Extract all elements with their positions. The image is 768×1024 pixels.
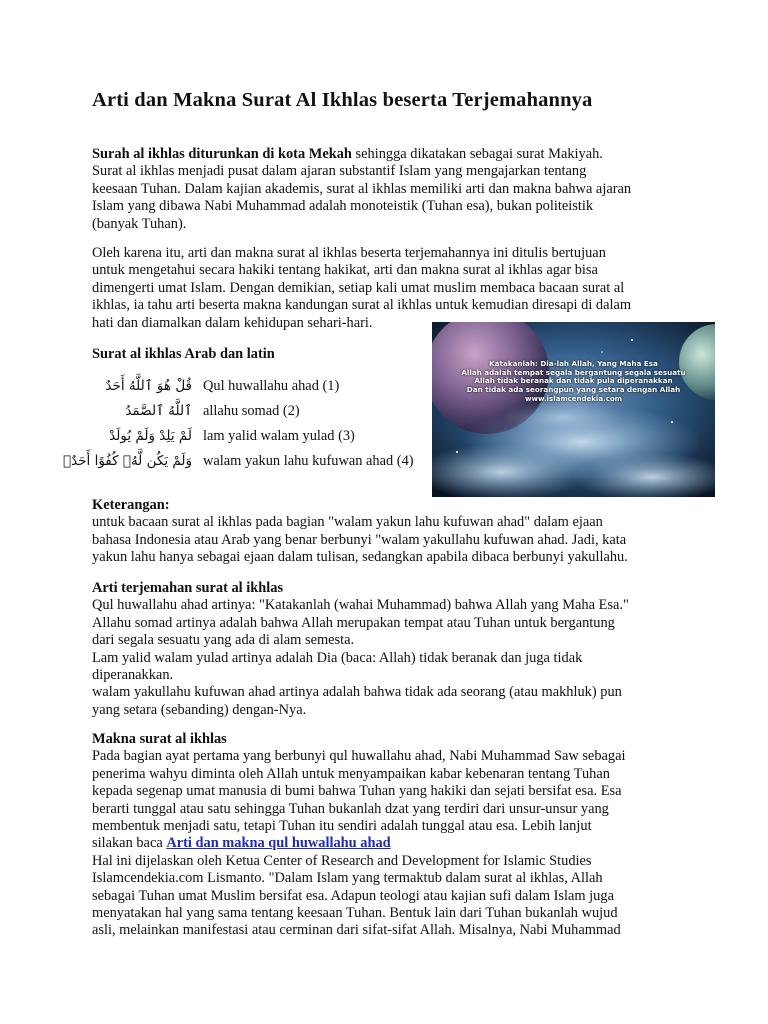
verse-row xyxy=(92,378,432,398)
makna-line: berarti tunggal atau satu sehingga Tuhan bukanlah dzat yang terdiri dari unsur-unsur yang xyxy=(92,800,609,817)
verse-arabic: وَلَمْ يَكُن لَّهُۥ كُفُوًا أَحَدٌۢ xyxy=(63,453,192,469)
keterangan-section xyxy=(92,497,682,567)
intro-line: (banyak Tuhan). xyxy=(92,215,187,232)
keterangan-line: yakun lahu hanya sebagai ejaan dalam tulisan, sedangkan apabila dibaca berbunyi yakullahu. xyxy=(92,549,628,566)
purpose-line: hati dan diamalkan dalam kehidupan sehari-hari. xyxy=(92,314,373,331)
arti-line: walam yakullahu kufuwan ahad artinya adalah bahwa tidak ada seorang (atau makhluk) pun xyxy=(92,684,622,701)
link-prefix: silakan baca xyxy=(92,835,167,852)
keterangan-line: bahasa Indonesia atau Arab yang benar berbunyi "walam yakullahu kufuwan ahad. Jadi, kata xyxy=(92,531,627,548)
caption-url: www.islamcendekia.com xyxy=(525,395,622,404)
arab-latin-heading: Surat al ikhlas Arab dan latin xyxy=(92,346,275,362)
verse-latin: walam yakun lahu kufuwan ahad (4) xyxy=(203,453,414,469)
makna-line: Islamcendekia.com Lismanto. "Dalam Islam yang termaktub dalam surat al ikhlas, Allah xyxy=(92,870,603,887)
purpose-line: dimengerti umat Islam. Dengan demikian, setiap kali umat muslim membaca bacaan surat al xyxy=(92,279,625,296)
purpose-line: ikhlas, ia tahu arti beserta makna kandungan surat al ikhlas untuk kemudian diresapi di dalam xyxy=(92,297,632,314)
caption-line: Katakanlah: Dia-lah Allah, Yang Maha Esa xyxy=(489,359,658,368)
verse-latin: Qul huwallahu ahad (1) xyxy=(203,378,340,394)
intro-bold-lead: Surah al ikhlas diturunkan di kota Mekah xyxy=(92,146,352,162)
caption-line: Allah tidak beranak dan tidak pula diperanakkan xyxy=(474,376,673,386)
intro-line xyxy=(92,146,682,163)
makna-line: Hal ini dijelaskan oleh Ketua Center of Research and Development for Islamic Studies xyxy=(92,852,592,869)
makna-line: penerima wahyu diminta oleh Allah untuk menyampaikan kabar kebenaran tentang Tuhan xyxy=(92,765,610,782)
arti-heading: Arti terjemahan surat al ikhlas xyxy=(92,580,284,596)
makna-heading: Makna surat al ikhlas xyxy=(92,731,227,747)
makna-line: membentuk menjadi satu, tetapi Tuhan itu sendiri adalah tunggal atau esa. Lebih lanjut xyxy=(92,818,592,835)
makna-line: sebagai Tuhan umat Muslim bersifat esa. Adapun teologi atau kajian sufi dalam Islam juga xyxy=(92,887,614,904)
space-planet-illustration xyxy=(432,322,715,497)
verse-row xyxy=(63,453,432,473)
makna-line: menyatakan hal yang sama tentang keesaan Tuhan. Bentuk lain dari Tuhan bukanlah wujud xyxy=(92,905,618,922)
verse-arabic: ٱللَّهُ ٱلصَّمَدُ xyxy=(125,403,192,419)
arti-line: Qul huwallahu ahad artinya: "Katakanlah (wahai Muhammad) bahwa Allah yang Maha Esa." xyxy=(92,597,629,614)
makna-line: asli, melainkan manifestasi atau cerminan dari sifat-sifat Allah. Misalnya, Nabi Muhammad xyxy=(92,922,621,939)
verse-arabic: لَمْ يَلِدْ وَلَمْ يُولَدْ xyxy=(109,428,192,444)
purpose-line: untuk mengetahui secara hakiki tentang hakikat, arti dan makna surat al ikhlas agar bisa xyxy=(92,262,598,279)
makna-link-line xyxy=(92,835,682,852)
verse-row xyxy=(92,428,432,448)
verse-row xyxy=(92,403,432,423)
keterangan-line: untuk bacaan surat al ikhlas pada bagian "walam yakun lahu kufuwan ahad" dalam ejaan xyxy=(92,514,603,531)
page-title: Arti dan Makna Surat Al Ikhlas beserta Terjemahannya xyxy=(92,89,593,111)
verse-latin: allahu somad (2) xyxy=(203,403,300,419)
intro-line: keesaan Tuhan. Dalam kajian akademis, surat al ikhlas memiliki arti dan makna bahwa ajaran xyxy=(92,180,632,197)
makna-line: Pada bagian ayat pertama yang berbunyi qul huwallahu ahad, Nabi Muhammad Saw sebagai xyxy=(92,748,626,765)
arti-line: diperanakkan. xyxy=(92,667,174,684)
arti-line: Allahu somad artinya adalah bahwa Allah merupakan tempat atau Tuhan untuk bergantung xyxy=(92,614,615,631)
arti-makna-qul-link[interactable]: Arti dan makna qul huwallahu ahad xyxy=(166,835,391,852)
caption-line: Allah adalah tempat segala bergantung segala sesuatu xyxy=(461,367,686,377)
arti-line: yang setara (sebanding) dengan-Nya. xyxy=(92,701,307,718)
makna-section xyxy=(92,731,682,940)
arti-line: Lam yalid walam yulad artinya adalah Dia (baca: Allah) tidak beranak dan juga tidak xyxy=(92,649,583,666)
verse-latin: lam yalid walam yulad (3) xyxy=(203,428,355,444)
makna-line: kepada segenap umat manusia di bumi bahwa Tuhan yang hakiki dan sejati bersifat esa. Esa xyxy=(92,783,622,800)
al-ikhlas-image xyxy=(432,322,715,497)
intro-line: Islam yang dibawa Nabi Muhammad adalah monoteistik (Tuhan esa), bukan politeistik xyxy=(92,198,594,215)
arti-line: dari segala sesuatu yang ada di alam semesta. xyxy=(92,632,355,649)
purpose-paragraph xyxy=(92,245,682,332)
purpose-line: Oleh karena itu, arti dan makna surat al ikhlas beserta terjemahannya ini ditulis bertujuan xyxy=(92,245,606,261)
intro-line: Surat al ikhlas menjadi pusat dalam ajaran substantif Islam yang mengajarkan tentang xyxy=(92,163,587,180)
keterangan-heading: Keterangan: xyxy=(92,497,170,513)
intro-line1-rest: sehingga dikatakan sebagai surat Makiyah. xyxy=(351,146,603,162)
arti-section xyxy=(92,580,682,719)
intro-paragraph xyxy=(92,146,682,233)
image-caption xyxy=(432,360,715,404)
verse-arabic: قُلْ هُوَ ٱللَّهُ أَحَدٌ xyxy=(105,378,192,394)
caption-line: Dan tidak ada seorangpun yang setara dengan Allah xyxy=(466,384,681,394)
